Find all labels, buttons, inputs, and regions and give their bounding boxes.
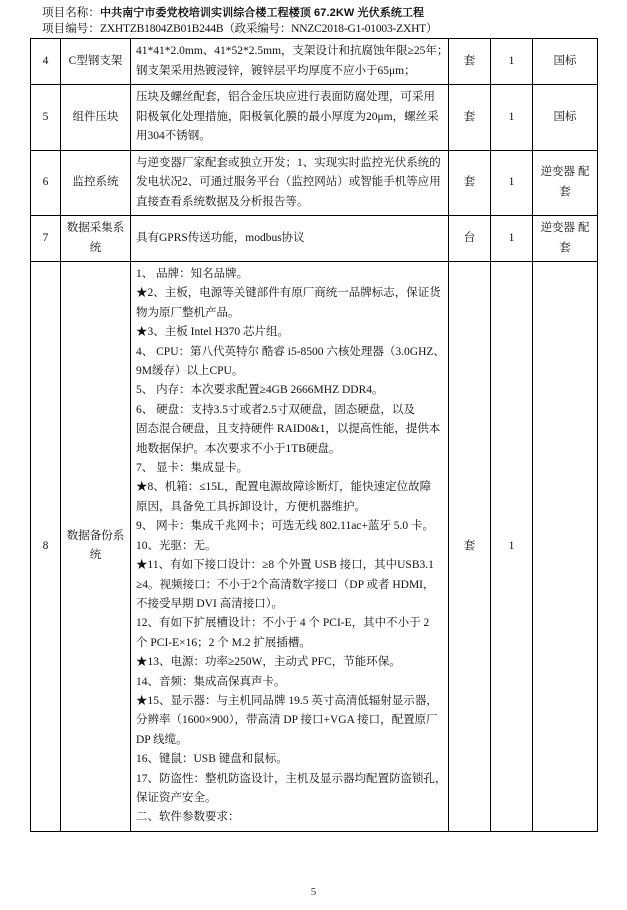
row-no: 5 <box>31 85 61 151</box>
spec-line: 地数据保护。本次要求不小于1TB硬盘。 <box>136 442 341 455</box>
spec-line: 直接查看系统数据及分析报告等。 <box>136 195 309 208</box>
spec-line: 41*41*2.0mm、41*52*2.5mm，支架设计和抗腐蚀年限≥25年； <box>136 45 449 57</box>
row-no: 6 <box>31 150 61 216</box>
name-line: 统 <box>89 549 102 562</box>
spec-line: 阳极氧化处理措施，阳极氧化膜的最小厚度为20μm，螺丝采 <box>136 110 439 123</box>
spec-line: ★3、主板 Intel H370 芯片组。 <box>136 326 290 339</box>
spec-line: DP 线缆。 <box>136 733 188 746</box>
row-item-name: 组件压块 <box>61 85 131 151</box>
row-unit: 套 <box>449 150 491 216</box>
spec-line: 压块及螺丝配套，铝合金压块应进行表面防腐处理，可采用 <box>136 91 435 103</box>
row-note <box>533 216 598 262</box>
project-code-line <box>42 22 587 38</box>
row-unit: 台 <box>449 216 491 262</box>
spec-line: 原因，具备免工具拆卸设计，方便机器维护。 <box>136 500 366 513</box>
row-item-name <box>61 216 131 262</box>
specification-table <box>30 38 598 832</box>
spec-line: 与逆变器厂家配套或独立开发；1、实现实时监控光伏系统的 <box>136 156 441 169</box>
spec-paragraph-list <box>136 265 447 828</box>
table-row <box>31 39 598 85</box>
note-line: 逆变器 <box>540 166 576 179</box>
note-line: 逆变器 <box>540 222 576 234</box>
spec-line: 固态混合硬盘，且支持硬件 RAID0&1，以提高性能，提供本 <box>136 423 441 436</box>
spec-line: 保证资产安全。 <box>136 791 217 804</box>
row-item-name: C型钢支架 <box>61 39 131 85</box>
spec-line: 具有GPRS传送功能，modbus协议 <box>136 231 305 244</box>
spec-line: 分辨率（1600×900），带高清 DP 接口+VGA 接口，配置原厂 <box>136 714 438 727</box>
spec-line: ★8、机箱：≤15L，配置电源故障诊断灯，能快速定位故障 <box>136 481 432 494</box>
page-number: 5 <box>310 886 317 898</box>
row-specification <box>131 39 449 85</box>
row-item-name <box>61 262 131 832</box>
spec-line: 9M缓存）以上CPU。 <box>136 365 244 378</box>
row-quantity: 1 <box>491 39 533 85</box>
spec-line: 7、 显卡：集成显卡。 <box>136 462 249 475</box>
spec-line: 个 PCI-E×16；2 个 M.2 扩展插槽。 <box>136 636 311 649</box>
spec-line: 不接受早期 DVI 高清接口）。 <box>136 597 283 610</box>
spec-line: 16、键鼠：USB 键盘和鼠标。 <box>136 753 288 766</box>
spec-line: 14、音频：集成高保真声卡。 <box>136 675 286 688</box>
row-note: 国标 <box>533 39 598 85</box>
table-row <box>31 262 598 832</box>
spec-line: 4、 CPU：第八代英特尔 酷睿 i5-8500 六核处理器（3.0GHZ、 <box>136 345 445 358</box>
row-unit: 套 <box>449 262 491 832</box>
row-no: 7 <box>31 216 61 262</box>
row-quantity: 1 <box>491 85 533 151</box>
row-note <box>533 262 598 832</box>
row-quantity: 1 <box>491 216 533 262</box>
spec-line: ★2、主板，电源等关键部件有原厂商统一品牌标志，保证货 <box>136 287 441 300</box>
project-name-label: 项目名称： <box>42 7 100 19</box>
name-line: 数据采集系 <box>66 222 125 234</box>
spec-line: 5、 内存：本次要求配置≥4GB 2666MHZ DDR4。 <box>136 384 384 397</box>
row-quantity: 1 <box>491 150 533 216</box>
spec-line: 17、防盗性：整机防盗设计，主机及显示器均配置防盗锁孔， <box>136 772 447 785</box>
spec-line: 发电状况2、可通过服务平台（监控网站）或智能手机等应用 <box>136 176 441 188</box>
project-name-line <box>42 6 587 22</box>
row-quantity: 1 <box>491 262 533 832</box>
document-header <box>42 6 587 37</box>
project-code-value: ZXHTZB1804ZB01B244B（政采编号：NNZC2018-G1-01003-ZXHT） <box>100 22 438 35</box>
spec-line: ★11、有如下接口设计：≥8 个外置 USB 接口，其中USB3.1 <box>136 559 434 572</box>
row-no: 4 <box>31 39 61 85</box>
row-specification <box>131 85 449 151</box>
spec-line: ★13、电源：功率≥250W，主动式 PFC，节能环保。 <box>136 656 401 669</box>
spec-line: 1、 品牌：知名品牌。 <box>136 268 249 280</box>
row-note <box>533 150 598 216</box>
row-no: 8 <box>31 262 61 832</box>
row-unit: 套 <box>449 39 491 85</box>
row-specification <box>131 150 449 216</box>
row-specification <box>131 262 449 832</box>
row-specification <box>131 216 449 262</box>
spec-line: 钢支架采用热镀浸锌，镀锌层平均厚度不应小于65μm； <box>136 64 416 77</box>
spec-line: 二、软件参数要求： <box>136 811 240 824</box>
spec-line: 10、光驱：无。 <box>136 539 217 552</box>
spec-line: 9、 网卡：集成千兆网卡；可选无线 802.11ac+蓝牙 5.0 卡。 <box>136 520 435 533</box>
spec-line: ≥4。视频接口：不小于2个高清数字接口（DP 或者 HDMI， <box>136 578 435 591</box>
table-row <box>31 85 598 151</box>
spec-line: 物为原厂整机产品。 <box>136 306 240 319</box>
row-item-name: 监控系统 <box>61 150 131 216</box>
spec-line: ★15、显示器：与主机同品牌 19.5 英寸高清低辐射显示器， <box>136 694 438 707</box>
spec-line: 12、有如下扩展槽设计：不小于 4 个 PCI-E，其中不小于 2 <box>136 617 430 630</box>
table-row <box>31 150 598 216</box>
table-row <box>31 216 598 262</box>
note-line: 配套 <box>559 222 590 254</box>
row-unit: 套 <box>449 85 491 151</box>
name-line: 数据备份系 <box>66 529 125 542</box>
project-code-label: 项目编号： <box>42 22 100 35</box>
note-line: 配套 <box>559 166 590 198</box>
spec-line: 6、 硬盘：支持3.5寸或者2.5寸双硬盘，固态硬盘，以及 <box>136 403 415 416</box>
project-name-value: 中共南宁市委党校培训实训综合楼工程楼顶 67.2KW 光伏系统工程 <box>100 7 425 19</box>
row-note: 国标 <box>533 85 598 151</box>
spec-line: 用304不锈钢。 <box>136 130 211 142</box>
name-line: 统 <box>89 241 102 254</box>
